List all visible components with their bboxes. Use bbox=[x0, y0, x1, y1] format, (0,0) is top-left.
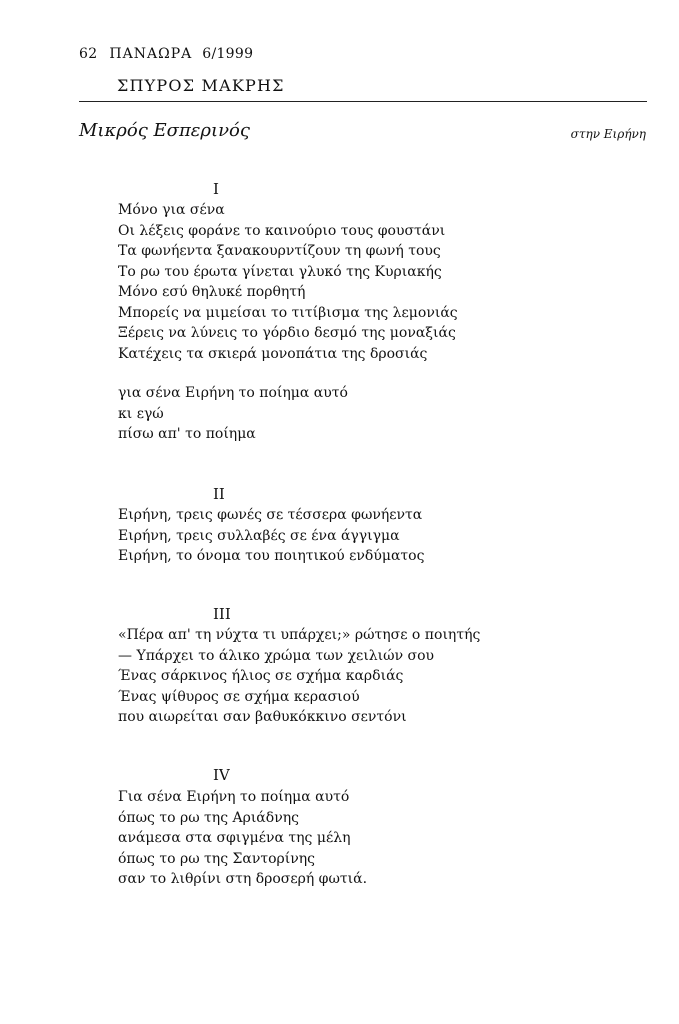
poem-line: Μόνο εσύ θηλυκέ πορθητή bbox=[118, 284, 306, 300]
poem-line: ανάμεσα στα σφιγμένα της μέλη bbox=[118, 830, 351, 846]
poem-line: Το ρω του έρωτα γίνεται γλυκό της Κυριακής bbox=[118, 263, 442, 280]
author-name: ΣΠΥΡΟΣ ΜΑΚΡΗΣ bbox=[117, 76, 285, 95]
journal-name: ΠΑΝΑΩΡΑ bbox=[109, 46, 193, 62]
poem-line: Ένας σάρκινος ήλιος σε σχήμα καρδιάς bbox=[118, 668, 404, 684]
poem-line: Μόνο για σένα bbox=[118, 202, 225, 218]
poem-line: Ειρήνη, τρεις φωνές σε τέσσερα φωνήεντα bbox=[118, 507, 423, 523]
poem-line: που αιωρείται σαν βαθυκόκκινο σεντόνι bbox=[118, 709, 407, 725]
issue-number: 6/1999 bbox=[202, 46, 254, 62]
header-rule bbox=[79, 101, 647, 102]
section-numeral: IV bbox=[213, 766, 230, 784]
poem-line: για σένα Ειρήνη το ποίημα αυτό bbox=[118, 385, 348, 401]
poem-line: πίσω απ' το ποίημα bbox=[118, 426, 256, 442]
poem-line: Τα φωνήεντα ξανακουρντίζουν τη φωνή τους bbox=[118, 243, 441, 259]
poem-line: σαν το λιθρίνι στη δροσερή φωτιά. bbox=[118, 871, 368, 887]
poem-line: — Υπάρχει το άλικο χρώμα των χειλιών σου bbox=[118, 647, 435, 664]
poem-line: όπως το ρω της Σαντορίνης bbox=[118, 850, 315, 867]
poem-line: Ένας ψίθυρος σε σχήμα κερασιού bbox=[118, 688, 360, 705]
stanza bbox=[118, 787, 367, 890]
poem-line: Για σένα Ειρήνη το ποίημα αυτό bbox=[118, 789, 350, 805]
poem-line: Οι λέξεις φοράνε το καινούριο τους φουστάνι bbox=[118, 222, 446, 239]
stanza bbox=[118, 625, 480, 728]
poem-line: Ειρήνη, τρεις συλλαβές σε ένα άγγιγμα bbox=[118, 527, 400, 544]
poem-line: Ξέρεις να λύνεις το γόρδιο δεσμό της μοναξιάς bbox=[118, 325, 456, 341]
page-number: 62 bbox=[79, 46, 98, 62]
section-numeral: I bbox=[213, 180, 219, 198]
poem-line: Κατέχεις τα σκιερά μονοπάτια της δροσιάς bbox=[118, 345, 428, 362]
poem-line: Μπορείς να μιμείσαι το τιτίβισμα της λεμονιάς bbox=[118, 304, 458, 321]
poem-line: όπως το ρω της Αριάδνης bbox=[118, 809, 299, 826]
stanza bbox=[118, 383, 348, 445]
section-numeral: II bbox=[213, 485, 225, 503]
poem-line: κι εγώ bbox=[118, 405, 164, 422]
stanza bbox=[118, 200, 458, 364]
poem-line: «Πέρα απ' τη νύχτα τι υπάρχει;» ρώτησε ο ποιητής bbox=[118, 627, 481, 643]
poem-dedication: στην Ειρήνη bbox=[570, 127, 646, 141]
stanza bbox=[118, 505, 424, 567]
section-numeral: III bbox=[213, 605, 231, 623]
page-header bbox=[79, 46, 253, 62]
poem-line: Ειρήνη, το όνομα του ποιητικού ενδύματος bbox=[118, 548, 425, 564]
poem-title: Μικρός Εσπερινός bbox=[79, 120, 250, 141]
